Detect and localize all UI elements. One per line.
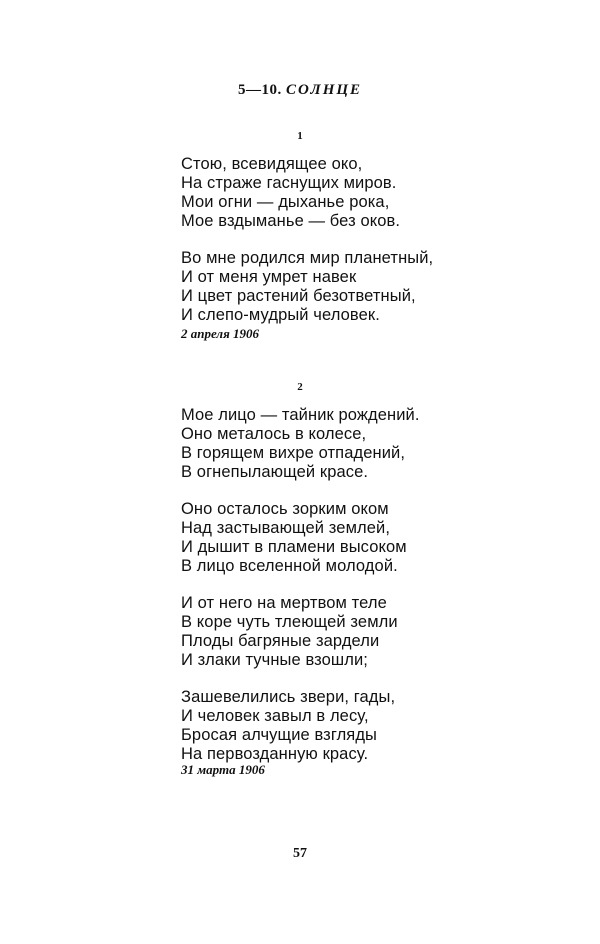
part-1-number: 1	[297, 130, 303, 142]
verse-line: И от него на мертвом теле	[181, 594, 387, 612]
stanza	[181, 500, 420, 576]
verse-line: В огнепылающей красе.	[181, 463, 369, 481]
page-number: 57	[293, 846, 307, 861]
verse-line: И слепо-мудрый человек.	[181, 306, 380, 324]
verse-line: Стою, всевидящее око,	[181, 155, 363, 173]
stanza	[181, 249, 433, 325]
part-2-number: 2	[297, 381, 303, 393]
stanza	[181, 155, 433, 231]
verse-line: На первозданную красу.	[181, 745, 369, 763]
verse-line: И человек завыл в лесу,	[181, 707, 369, 725]
verse-line: Мои огни — дыханье рока,	[181, 193, 390, 211]
part-1-date: 2 апреля 1906	[181, 326, 260, 341]
poem-title-number: 5—10.	[237, 82, 282, 98]
verse-line: Оно металось в колесе,	[181, 425, 367, 443]
stanza	[181, 688, 420, 764]
verse-line: Плоды багряные зардели	[181, 632, 380, 650]
verse-line: В коре чуть тлеющей земли	[181, 613, 398, 631]
verse-line: Над застывающей землей,	[181, 519, 391, 537]
verse-line: Оно осталось зорким оком	[181, 500, 389, 518]
poem-title-word: СОЛНЦЕ	[285, 82, 363, 98]
verse-line: Зашевелились звери, гады,	[181, 688, 396, 706]
verse-line: Бросая алчущие взгляды	[181, 726, 378, 744]
stanza	[181, 594, 420, 670]
verse-line: Во мне родился мир планетный,	[181, 249, 434, 267]
verse-line: В горящем вихре отпадений,	[181, 444, 406, 462]
verse-line: Мое лицо — тайник рождений.	[181, 406, 420, 424]
verse-line: И злаки тучные взошли;	[181, 651, 368, 669]
poem-title	[0, 82, 600, 99]
verse-line: Мое вздыманье — без оков.	[181, 212, 401, 230]
verse-line: И цвет растений безответный,	[181, 287, 416, 305]
part-2-date: 31 марта 1906	[181, 762, 265, 777]
stanza	[181, 406, 420, 482]
part-1-poem	[181, 155, 433, 325]
verse-line: И дышит в пламени высоком	[181, 538, 407, 556]
part-2-poem	[181, 406, 420, 764]
verse-line: В лицо вселенной молодой.	[181, 557, 398, 575]
verse-line: И от меня умрет навек	[181, 268, 357, 286]
verse-line: На страже гаснущих миров.	[181, 174, 397, 192]
